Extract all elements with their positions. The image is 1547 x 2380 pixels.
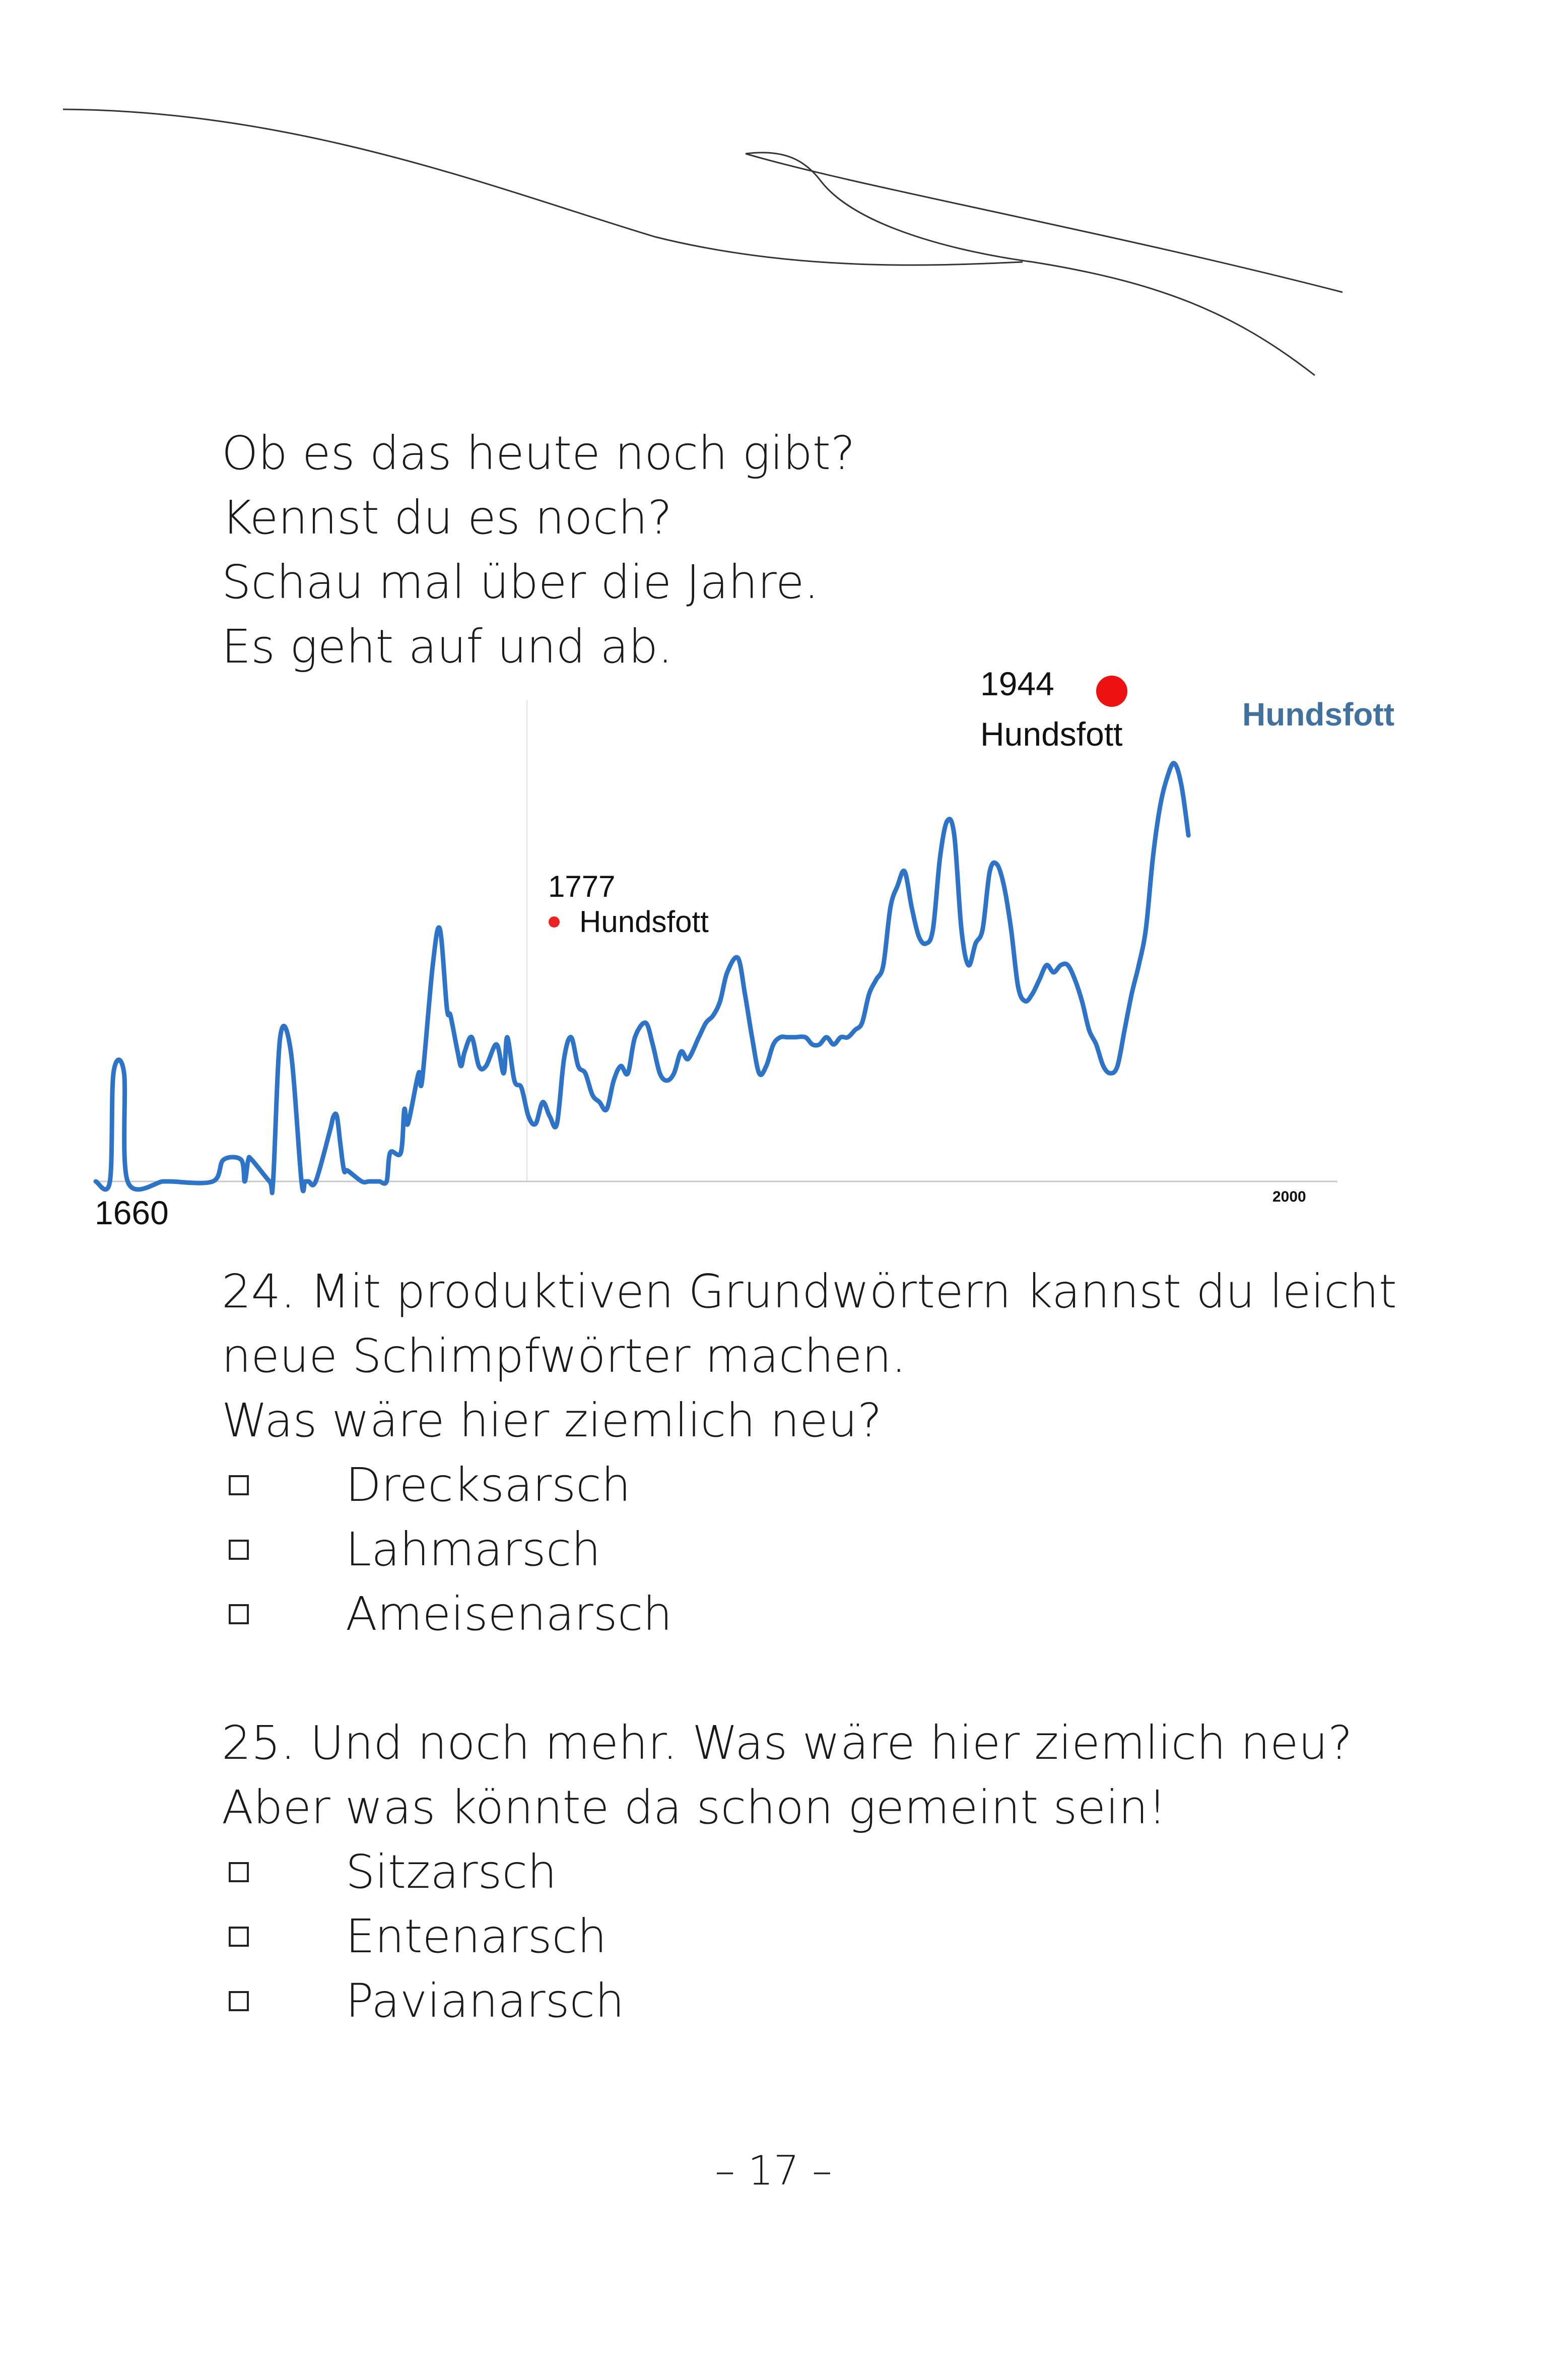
legend-label: Hundsfott — [1242, 696, 1395, 733]
checkbox[interactable] — [229, 1475, 249, 1495]
option-item[interactable] — [222, 1969, 1380, 2033]
annotation-marker-1777 — [549, 916, 560, 928]
axis-start-label: 1660 — [95, 1194, 169, 1231]
annotation-year-1944: 1944 — [980, 665, 1054, 702]
question-25-line: 25. Und noch mehr. Was wäre hier ziemlich neu? — [222, 1716, 1353, 1770]
question-25 — [222, 1711, 1380, 2033]
option-item[interactable] — [222, 1517, 1380, 1582]
checkbox[interactable] — [229, 1991, 249, 2011]
option-item[interactable] — [222, 1840, 1380, 1904]
option-label: Sitzarsch — [346, 1845, 557, 1899]
option-item[interactable] — [222, 1582, 1380, 1646]
option-label: Entenarsch — [346, 1909, 607, 1963]
annotation-year-1777: 1777 — [548, 870, 616, 903]
question-24-line: Was wäre hier ziemlich neu? — [222, 1394, 882, 1447]
page-number: – 17 – — [715, 2147, 832, 2194]
axis-end-label: 2000 — [1272, 1188, 1306, 1205]
option-label: Lahmarsch — [346, 1523, 601, 1576]
series-line-hundsfott — [96, 763, 1188, 1193]
option-label: Drecksarsch — [346, 1458, 631, 1512]
checkbox[interactable] — [229, 1604, 249, 1624]
annotation-marker-1944 — [1096, 676, 1127, 707]
question-24 — [222, 1260, 1397, 1646]
intro-line: Es geht auf und ab. — [222, 620, 673, 674]
option-label: Pavianarsch — [346, 1974, 625, 2028]
annotation-label-1777: Hundsfott — [579, 905, 709, 939]
checkbox[interactable] — [229, 1540, 249, 1560]
question-24-line: neue Schimpfwörter machen. — [222, 1329, 906, 1383]
checkbox[interactable] — [229, 1862, 249, 1882]
intro-text — [222, 421, 1380, 679]
intro-line: Kennst du es noch? — [222, 491, 672, 545]
question-24-line: 24. Mit produktiven Grundwörtern kannst du leicht — [222, 1265, 1397, 1318]
checkbox[interactable] — [229, 1927, 249, 1947]
intro-line: Schau mal über die Jahre. — [222, 555, 819, 609]
question-25-line: Aber was könnte da schon gemeint sein! — [222, 1780, 1167, 1834]
annotation-label-1944: Hundsfott — [980, 715, 1123, 753]
decorative-swoosh — [0, 0, 1547, 403]
intro-line: Ob es das heute noch gibt? — [222, 426, 855, 480]
option-item[interactable] — [222, 1904, 1380, 1969]
option-label: Ameisenarsch — [346, 1587, 672, 1641]
frequency-chart — [86, 655, 1395, 1239]
option-item[interactable] — [222, 1453, 1380, 1517]
